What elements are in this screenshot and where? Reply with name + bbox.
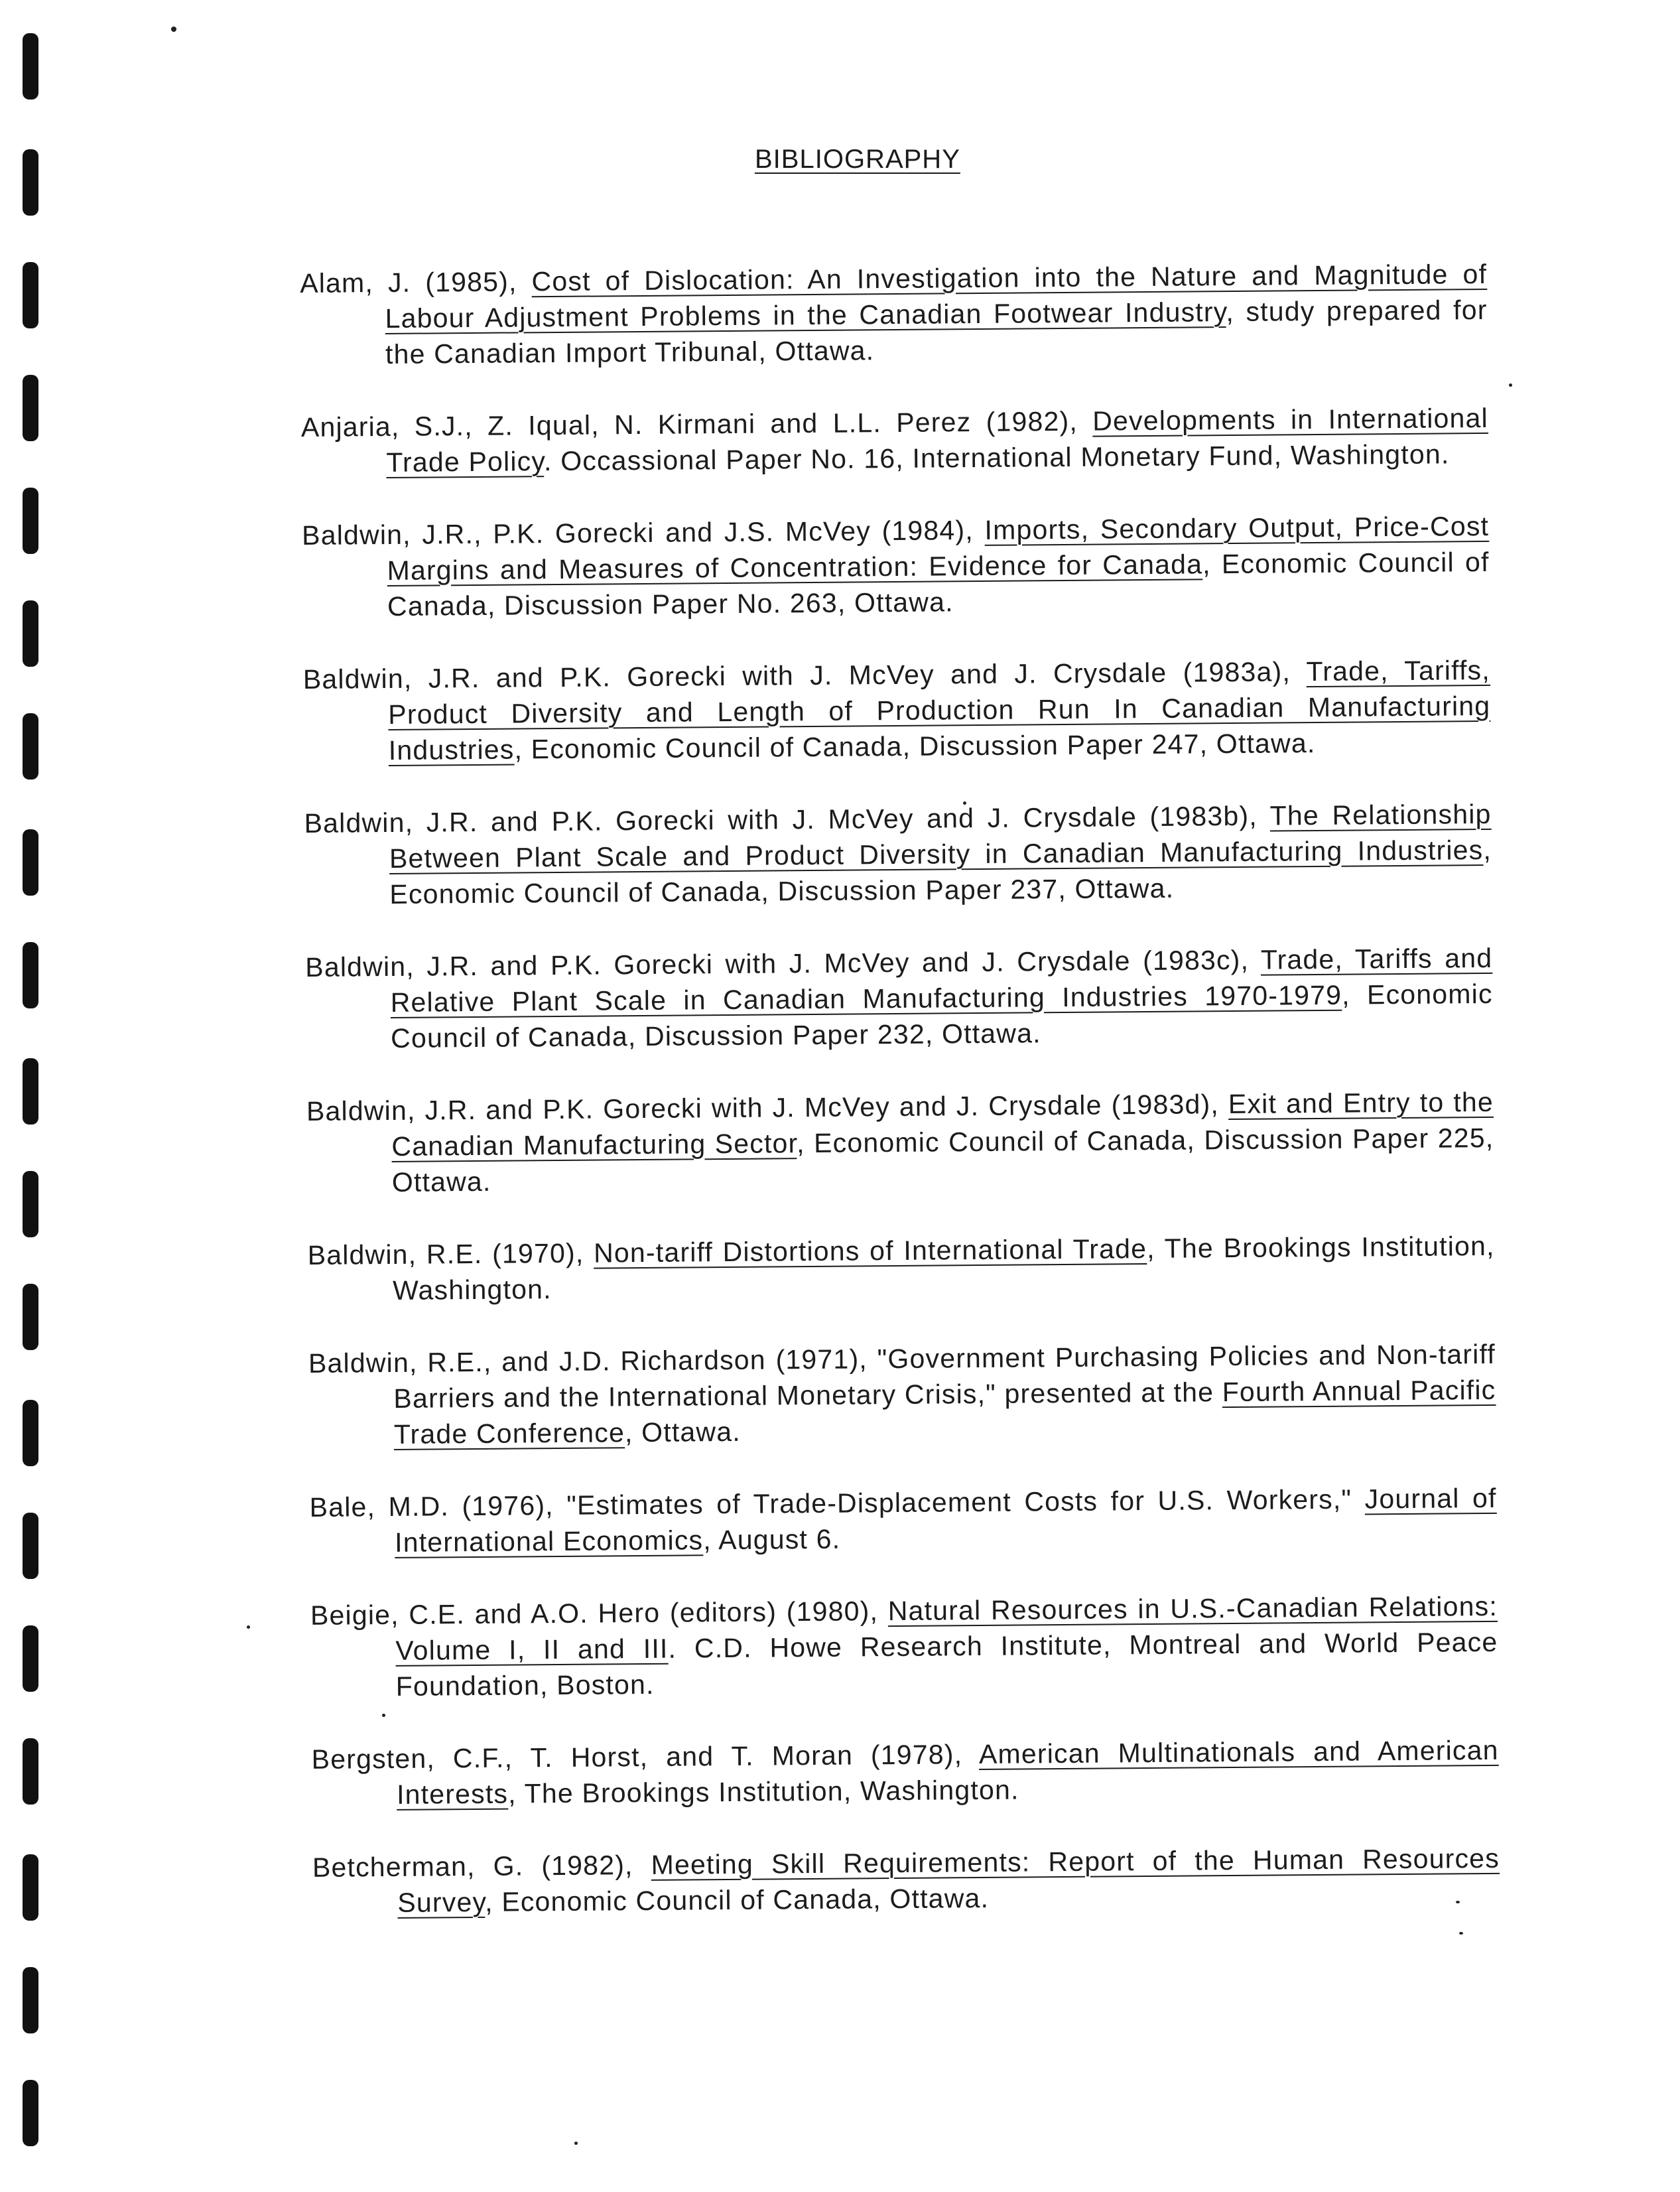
- bibliography-entry: [308, 1228, 1496, 1309]
- entry-authors: Baldwin, J.R. and P.K. Gorecki with J. McVey and J. Crysdale (1983a),: [302, 656, 1307, 695]
- entry-title: Cost of Dislocation: An Investigation into the Nature and Magnitude of Labour Adjustment Problems in the Canadian Footwear Industry: [385, 258, 1488, 334]
- entry-title: Exit and Entry to the Canadian Manufacturing Sector: [391, 1086, 1494, 1162]
- entry-title: Trade, Tariffs, Product Diversity and Length of Production Run In Canadian Manufacturing Industries: [388, 654, 1491, 766]
- entry-title: Non-tariff Distortions of International Trade: [593, 1233, 1147, 1268]
- entry-title: Natural Resources in U.S.-Canadian Relations: Volume I, II and III: [395, 1590, 1498, 1666]
- bibliography-entry: [300, 256, 1488, 373]
- bibliography-entry: [311, 1732, 1499, 1813]
- scan-speck: [247, 1625, 250, 1629]
- binding-hole: [23, 262, 38, 328]
- entry-publisher: , study prepared for the Canadian Import Tribunal, Ottawa.: [385, 294, 1488, 370]
- binding-hole: [23, 2080, 38, 2146]
- binding-hole: [23, 1854, 38, 1921]
- entry-authors: Baldwin, J.R., P.K. Gorecki and J.S. McVey (1984),: [302, 514, 985, 551]
- entry-title: Meeting Skill Requirements: Report of the Human Resources Survey: [397, 1842, 1500, 1918]
- binding-hole: [23, 1738, 38, 1805]
- entry-authors: Baldwin, J.R. and P.K. Gorecki with J. McVey and J. Crysdale (1983d),: [306, 1089, 1229, 1127]
- binding-hole: [23, 1625, 38, 1692]
- entry-title: Journal of International Economics: [394, 1482, 1497, 1558]
- entry-authors: Baldwin, R.E. (1970),: [307, 1237, 594, 1270]
- entry-title: The Relationship Between Plant Scale and Product Diversity in Canadian Manufacturing Industries: [389, 798, 1492, 874]
- entry-publisher: , Economic Council of Canada, Discussion Paper 237, Ottawa.: [389, 834, 1492, 910]
- entry-authors: Betcherman, G. (1982),: [312, 1849, 651, 1883]
- entry-publisher: , Economic Council of Canada, Discussion Paper 247, Ottawa.: [514, 727, 1316, 765]
- entry-authors: Baldwin, J.R. and P.K. Gorecki with J. McVey and J. Crysdale (1983c),: [305, 944, 1261, 983]
- binding-hole: [23, 942, 38, 1008]
- bibliography-entry: [302, 508, 1490, 625]
- bibliography-entry: [304, 796, 1492, 913]
- binding-hole: [23, 1513, 38, 1579]
- entry-publisher: , The Brookings Institution, Washington.: [507, 1774, 1019, 1809]
- entry-authors: Alam, J. (1985),: [300, 266, 532, 299]
- bibliography-entry: [301, 400, 1489, 481]
- entry-publisher: , Economic Council of Canada, Discussion Paper 225, Ottawa.: [391, 1122, 1494, 1198]
- entry-publisher: . Occassional Paper No. 16, International Monetary Fund, Washington.: [543, 439, 1450, 477]
- binding-hole: [23, 600, 38, 667]
- entry-title: Imports, Secondary Output, Price-Cost Margins and Measures of Concentration: Evidence for Canada: [387, 510, 1490, 586]
- bibliography-entry: [308, 1336, 1496, 1453]
- binding-hole: [23, 1967, 38, 2033]
- bibliography-entry: [305, 940, 1493, 1057]
- bibliography-entry: [310, 1588, 1498, 1705]
- entry-publisher: , August 6.: [703, 1523, 841, 1556]
- bibliography-list: [300, 256, 1500, 1958]
- entry-publisher: , Economic Council of Canada, Ottawa.: [484, 1882, 990, 1917]
- bibliography-entry: [303, 652, 1491, 769]
- binding-hole: [23, 375, 38, 441]
- binding-hole: [23, 1284, 38, 1350]
- entry-publisher: , Economic Council of Canada, Discussion Paper 232, Ottawa.: [390, 978, 1493, 1054]
- entry-title: Developments in International Trade Policy: [386, 402, 1489, 478]
- entry-title: Trade, Tariffs and Relative Plant Scale in Canadian Manufacturing Industries 1970-1979: [390, 942, 1493, 1018]
- binding-hole: [23, 1171, 38, 1237]
- binding-hole: [23, 1400, 38, 1466]
- entry-publisher: . C.D. Howe Research Institute, Montreal and World Peace Foundation, Boston.: [395, 1626, 1498, 1702]
- entry-publisher: , Ottawa.: [624, 1416, 742, 1448]
- entry-authors: Bale, M.D. (1976), "Estimates of Trade-Displacement Costs for U.S. Workers,": [309, 1483, 1365, 1523]
- bibliography-entry: [312, 1840, 1500, 1921]
- entry-title: American Multinationals and American Interests: [396, 1734, 1499, 1810]
- entry-authors: Baldwin, R.E., and J.D. Richardson (1971), "Government Purchasing Policies and Non-tariff Barriers and the International Monetary Crisis," presented at the: [308, 1338, 1496, 1414]
- scan-speck: [574, 2142, 578, 2145]
- entry-publisher: , The Brookings Institution, Washington.: [392, 1230, 1495, 1306]
- scan-speck: [171, 27, 176, 32]
- entry-authors: Beigie, C.E. and A.O. Hero (editors) (1980),: [310, 1596, 888, 1631]
- scan-speck: [1509, 383, 1512, 387]
- entry-authors: Bergsten, C.F., T. Horst, and T. Moran (1978),: [311, 1739, 980, 1775]
- binding-hole: [23, 488, 38, 554]
- entry-authors: Anjaria, S.J., Z. Iqual, N. Kirmani and L.L. Perez (1982),: [300, 405, 1093, 443]
- binding-hole: [23, 33, 38, 100]
- bibliography-entry: [309, 1480, 1497, 1561]
- page-title: BIBLIOGRAPHY: [755, 145, 960, 174]
- binding-hole: [23, 1058, 38, 1125]
- binding-hole: [23, 149, 38, 216]
- entry-title: Fourth Annual Pacific Trade Conference: [393, 1374, 1496, 1450]
- binding-hole: [23, 829, 38, 896]
- bibliography-entry: [306, 1084, 1494, 1201]
- entry-publisher: , Economic Council of Canada, Discussion Paper No. 263, Ottawa.: [387, 546, 1490, 622]
- binding-hole: [23, 713, 38, 780]
- entry-authors: Baldwin, J.R. and P.K. Gorecki with J. McVey and J. Crysdale (1983b),: [304, 800, 1270, 839]
